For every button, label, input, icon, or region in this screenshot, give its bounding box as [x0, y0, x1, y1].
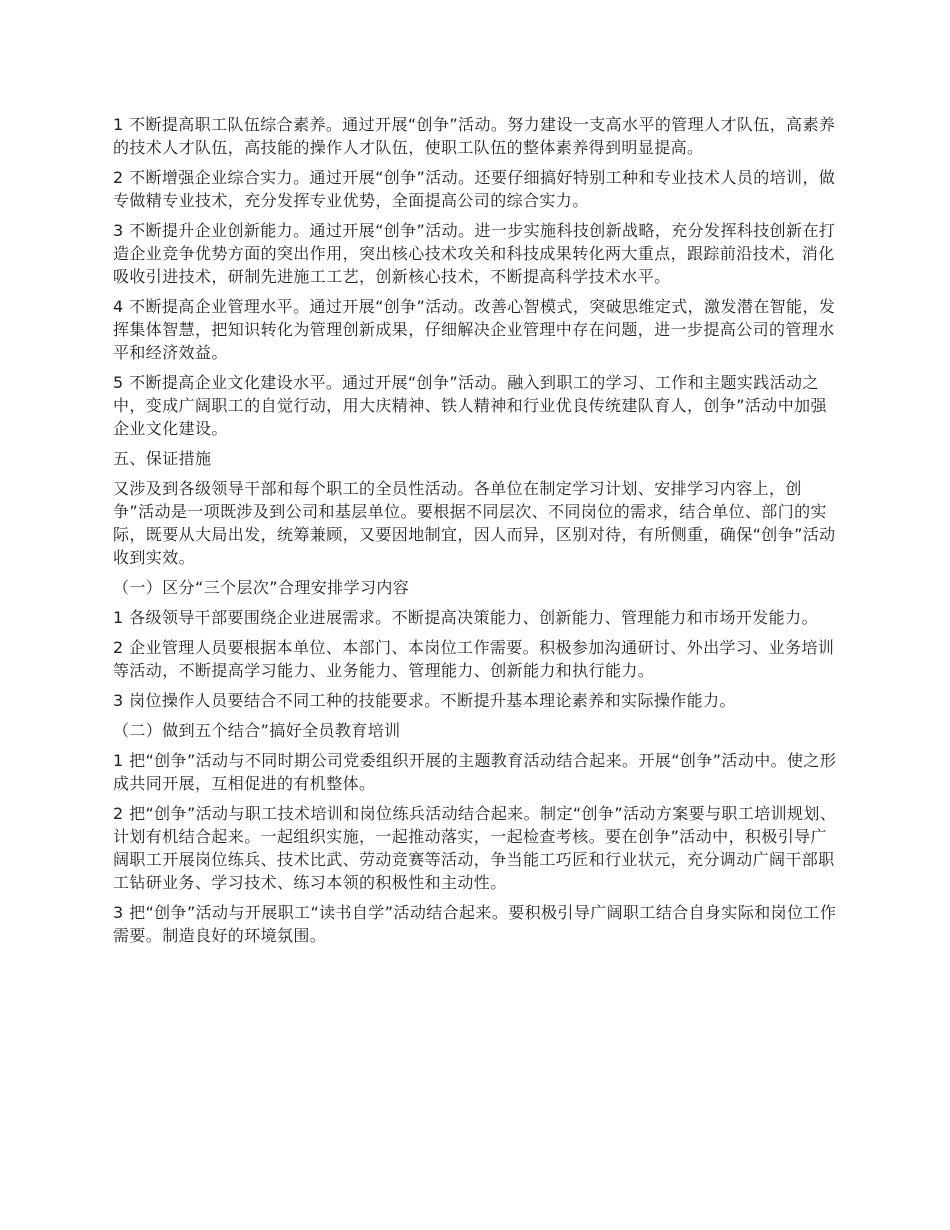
paragraph-level-1: 1 各级领导干部要围绕企业进展需求。不断提高决策能力、创新能力、管理能力和市场开发能力。: [113, 608, 818, 627]
paragraph-goal-5: 5 不断提高企业文化建设水平。通过开展“创争”活动。融入到职工的学习、工作和主题实践活动之中，变成广阔职工的自觉行动，用大庆精神、铁人精神和行业优良传统建队育人，创争”活动中加强企业文化建设。: [113, 373, 827, 438]
paragraph-level-3: 3 岗位操作人员要结合不同工种的技能要求。不断提升基本理论素养和实际操作能力。: [113, 691, 736, 710]
paragraph-goal-2: 2 不断增强企业综合实力。通过开展“创争”活动。还要仔细搞好特别工种和专业技术人员的培训，做专做精专业技术，充分发挥专业优势，全面提高公司的综合实力。: [113, 168, 836, 210]
paragraph-combination-3: 3 把“创争”活动与开展职工“读书自学”活动结合起来。要积极引导广阔职工结合自身实际和岗位工作需要。制造良好的环境氛围。: [113, 903, 837, 945]
paragraph-combination-2: 2 把“创争”活动与职工技术培训和岗位练兵活动结合起来。制定“创争”活动方案要与职工培训规划、计划有机结合起来。一起组织实施，一起推动落实，一起检查考核。要在创争”活动中，积极引导广阔职工开展岗位练兵、技术比武、劳动竞赛等活动，争当能工巧匠和行业状元，充分调动广阔干部职工钻研业务、学习技术、练习本领的积极性和主动性。: [113, 804, 837, 892]
document-page: [113, 113, 840, 954]
subsection-heading-five-combinations: （二）做到五个结合”搞好全员教育培训: [113, 721, 401, 740]
paragraph-guarantee-intro: 又涉及到各级领导干部和每个职工的全员性活动。各单位在制定学习计划、安排学习内容上，创争”活动是一项既涉及到公司和基层单位。要根据不同层次、不同岗位的需求，结合单位、部门的实际，既要从大局出发，统筹兼顾，又要因地制宜，因人而异，区别对待，有所侧重，确保“创争”活动收到实效。: [113, 479, 836, 567]
paragraph-goal-3: 3 不断提升企业创新能力。通过开展“创争”活动。进一步实施科技创新战略，充分发挥科技创新在打造企业竞争优势方面的突出作用，突出核心技术攻关和科技成果转化两大重点，跟踪前沿技术，消化吸收引进技术，研制先进施工工艺，创新核心技术，不断提高科学技术水平。: [113, 221, 836, 286]
paragraph-level-2: 2 企业管理人员要根据本单位、本部门、本岗位工作需要。积极参加沟通研讨、外出学习、业务培训等活动，不断提高学习能力、业务能力、管理能力、创新能力和执行能力。: [113, 638, 835, 680]
paragraph-combination-1: 1 把“创争”活动与不同时期公司党委组织开展的主题教育活动结合起来。开展“创争”活动中。使之形成共同开展，互相促进的有机整体。: [113, 751, 837, 793]
paragraph-goal-1: 1 不断提高职工队伍综合素养。通过开展“创争”活动。努力建设一支高水平的管理人才队伍，高素养的技术人才队伍，高技能的操作人才队伍，使职工队伍的整体素养得到明显提高。: [113, 115, 836, 157]
section-heading-guarantee: 五、保证措施: [113, 449, 212, 468]
paragraph-goal-4: 4 不断提高企业管理水平。通过开展“创争”活动。改善心智模式，突破思维定式，激发潜在智能，发挥集体智慧，把知识转化为管理创新成果，仔细解决企业管理中存在问题，进一步提高公司的管理水平和经济效益。: [113, 297, 836, 362]
subsection-heading-three-levels: （一）区分“三个层次”合理安排学习内容: [113, 578, 410, 597]
